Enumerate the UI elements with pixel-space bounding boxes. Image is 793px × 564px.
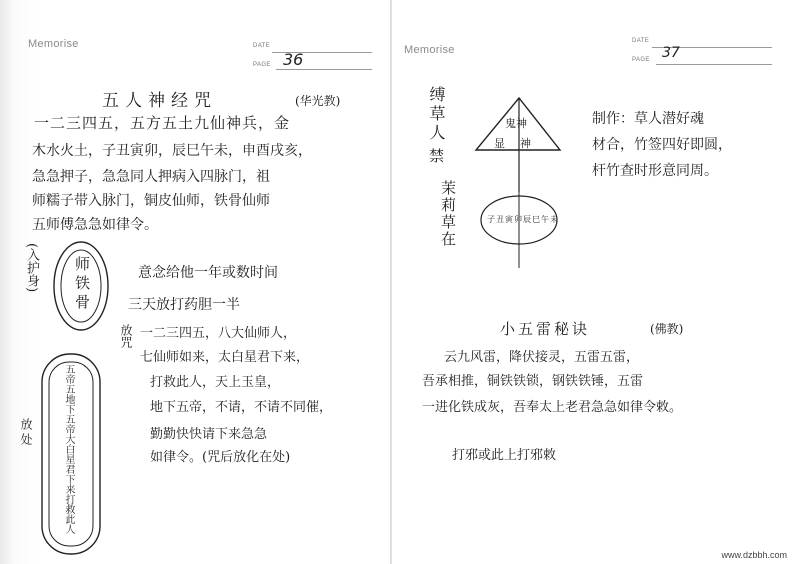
title-note: (华光教) xyxy=(295,94,341,108)
incantation-line-2: 七仙师如来，太白星君下来， xyxy=(140,350,310,365)
incantation-line-4: 地下五帝，不请，不请不同催， xyxy=(150,400,333,415)
side-label-place: 放处 xyxy=(19,418,33,448)
text-line-3: 急急押子，急急同人押病入四脉门，祖 xyxy=(32,169,270,185)
vertical-column-1: 缚草人 xyxy=(427,86,446,143)
page-title: 五人神经咒 xyxy=(102,91,217,111)
incantation-line-1: 一二三四五，八大仙师人， xyxy=(140,326,297,341)
body-line-2: 吾承相推，铜铁铁锁，钢铁铁锤，五雷 xyxy=(422,374,644,389)
date-label: DATE xyxy=(253,43,271,49)
body-line-1: 云九风雷，降伏接灵，五雷五雷， xyxy=(444,350,640,365)
note-line-2: 三天放打药胆一半 xyxy=(128,297,240,313)
method-line-1: 制作：草人潜好魂 xyxy=(592,111,704,127)
watermark-text: www.dzbbh.com xyxy=(721,550,787,560)
method-line-3: 杆竹查时形意同周。 xyxy=(592,163,718,179)
text-line-1: 一二三四五，五方五土九仙神兵，金 xyxy=(34,114,291,132)
incantation-line-3: 打救此人，天上玉皇， xyxy=(150,375,281,390)
page-line xyxy=(656,64,772,65)
incantation-line-5: 勤勤快快请下来急急 xyxy=(150,427,268,442)
seal-2-text: 五帝五地下五帝大白星君下来打救此人 xyxy=(63,364,74,534)
text-line-4: 师糯子带入脉门，铜皮仙师，铁骨仙师 xyxy=(32,193,270,209)
triangle-label-right: 神 xyxy=(520,137,531,150)
method-line-2: 材合，竹签四好即圆， xyxy=(592,137,732,153)
triangle-label-top: 鬼神 xyxy=(505,117,527,130)
page-number: 37 xyxy=(662,45,680,61)
side-label-protect: (入护身) xyxy=(24,243,39,293)
brand-label: Memorise xyxy=(404,44,455,56)
section-heading: 小五雷秘诀 xyxy=(500,320,591,338)
left-notebook-page xyxy=(0,0,392,564)
page-number: 36 xyxy=(283,50,304,69)
seal-1-text: 师铁骨 xyxy=(73,256,91,313)
page-label: PAGE xyxy=(253,62,271,68)
page-label: PAGE xyxy=(632,57,650,63)
text-line-5: 五师傅急急如律令。 xyxy=(32,217,158,233)
triangle-label-mid: 显 xyxy=(494,137,505,150)
circle-text: 子丑寅卯辰巳午未 xyxy=(487,215,559,224)
incantation-side-label: 放咒 xyxy=(119,324,133,348)
body-line-3: 一进化铁成灰，吾奉太上老君急急如律令敕。 xyxy=(422,400,683,415)
date-label: DATE xyxy=(632,38,650,44)
closing-line: 打邪或此上打邪敕 xyxy=(452,448,557,463)
right-notebook-page xyxy=(392,0,793,564)
heading-note: (佛教) xyxy=(650,322,684,336)
note-line-1: 意念给他一年或数时间 xyxy=(138,265,278,281)
vertical-column-3: 茉莉草在 xyxy=(439,180,457,248)
page-line xyxy=(276,69,372,70)
brand-label: Memorise xyxy=(28,38,79,50)
text-line-2: 木水火土，子丑寅卯，辰巳午未，申酉戌亥， xyxy=(32,143,312,159)
vertical-column-2: 禁 xyxy=(427,148,445,163)
incantation-line-6: 如律令。(咒后放化在处) xyxy=(150,450,291,465)
